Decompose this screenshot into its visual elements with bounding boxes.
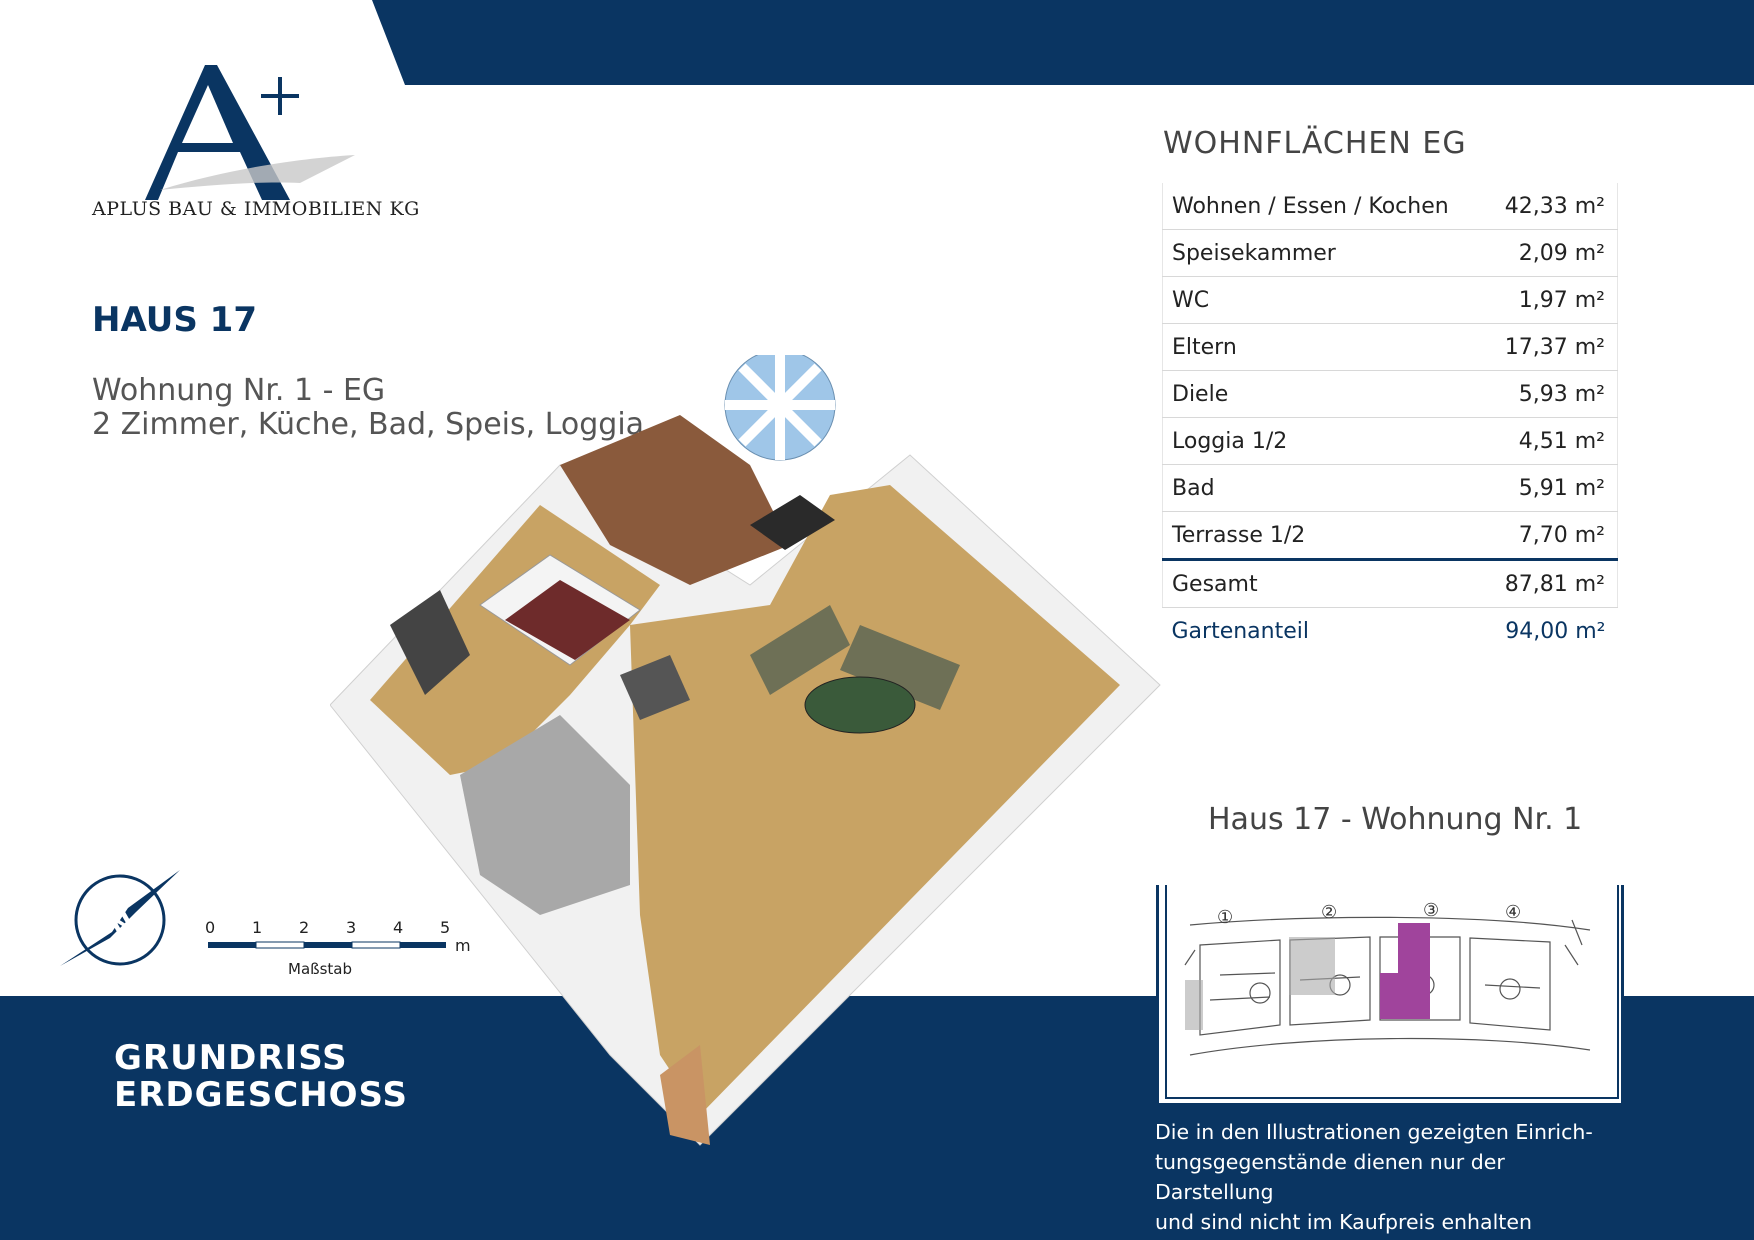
disclaimer-line: und sind nicht im Kaufpreis enhalten: [1155, 1210, 1532, 1234]
garden-label: Gartenanteil: [1171, 618, 1309, 644]
garden-row: [1163, 608, 1618, 655]
area-label: Bad: [1163, 465, 1486, 512]
table-row: [1163, 324, 1618, 371]
scale-bar-graphic: [208, 940, 448, 950]
coffee-table-icon: [805, 677, 915, 733]
svg-text:N: N: [105, 906, 140, 944]
area-value: 5,91 m²: [1486, 465, 1618, 512]
table-row: [1163, 512, 1618, 560]
disclaimer-line: tungsgegenstände dienen nur der Darstellung: [1155, 1150, 1505, 1204]
table-row: [1163, 418, 1618, 465]
plan-title-line: GRUNDRISS: [114, 1038, 348, 1078]
umbrella-icon: [725, 355, 835, 460]
unit-number: ③: [1423, 900, 1440, 921]
floorplan-illustration: [330, 355, 1190, 1155]
disclaimer: [1155, 1117, 1625, 1237]
area-label: Loggia 1/2: [1163, 418, 1486, 465]
total-row: [1163, 560, 1618, 608]
garden-value: 94,00 m²: [1505, 618, 1606, 644]
table-row: [1163, 371, 1618, 418]
scale-tick: 2: [299, 918, 310, 937]
plan-title: [114, 1040, 408, 1114]
table-row: [1163, 277, 1618, 324]
unit-number: ④: [1505, 902, 1522, 923]
area-value: 4,51 m²: [1486, 418, 1618, 465]
scale-tick: 0: [205, 918, 216, 937]
area-table: [1162, 183, 1618, 654]
disclaimer-line: Die in den Illustrationen gezeigten Einrich-: [1155, 1120, 1593, 1144]
unit-number: ②: [1321, 902, 1338, 923]
area-label: Speisekammer: [1163, 230, 1486, 277]
area-label: Diele: [1163, 371, 1486, 418]
area-label: WC: [1163, 277, 1486, 324]
total-label: Gesamt: [1163, 560, 1486, 608]
house-title: HAUS 17: [92, 300, 257, 340]
table-row: [1163, 230, 1618, 277]
total-value: 87,81 m²: [1486, 560, 1618, 608]
scale-caption: Maßstab: [288, 960, 352, 978]
area-label: Eltern: [1163, 324, 1486, 371]
scale-tick: 3: [346, 918, 357, 937]
highlighted-unit: [1398, 923, 1430, 1019]
table-row: [1163, 183, 1618, 230]
apartment-rooms: 2 Zimmer, Küche, Bad, Speis, Loggia: [92, 407, 645, 442]
company-name: APLUS BAU & IMMOBILIEN KG: [92, 198, 420, 220]
site-plan: [1180, 885, 1600, 1060]
scale-tick: 5: [440, 918, 451, 937]
table-row: [1163, 465, 1618, 512]
highlighted-unit: [1380, 973, 1400, 1019]
north-arrow-icon: [60, 860, 190, 980]
area-value: 2,09 m²: [1486, 230, 1618, 277]
scale-unit: m: [455, 936, 471, 955]
area-value: 5,93 m²: [1486, 371, 1618, 418]
area-value: 1,97 m²: [1486, 277, 1618, 324]
neighbor-unit: [1289, 937, 1335, 995]
scale-tick: 1: [252, 918, 263, 937]
area-value: 7,70 m²: [1486, 512, 1618, 560]
unit-number: ①: [1217, 907, 1234, 928]
area-label: Terrasse 1/2: [1163, 512, 1486, 560]
area-value: 42,33 m²: [1486, 183, 1618, 230]
scale-tick: 4: [393, 918, 404, 937]
plan-title-line: ERDGESCHOSS: [114, 1075, 409, 1115]
area-label: Wohnen / Essen / Kochen: [1163, 183, 1486, 230]
area-value: 17,37 m²: [1486, 324, 1618, 371]
areas-title: WOHNFLÄCHEN EG: [1163, 126, 1467, 161]
location-title: Haus 17 - Wohnung Nr. 1: [1208, 802, 1583, 837]
apartment-title: Wohnung Nr. 1 - EG: [92, 373, 386, 408]
